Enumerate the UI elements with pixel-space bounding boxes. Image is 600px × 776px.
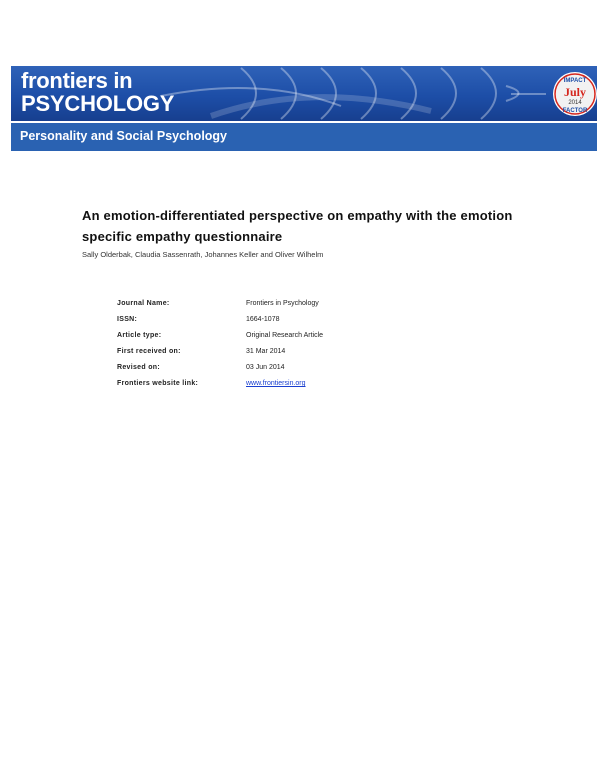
badge-top-text: IMPACT: [563, 78, 587, 84]
badge-month-text: July: [563, 85, 587, 99]
article-authors: Sally Olderbak, Claudia Sassenrath, Johannes Keller and Oliver Wilhelm: [82, 250, 324, 259]
badge-year-text: 2014: [568, 100, 582, 106]
meta-label: Revised on:: [117, 364, 160, 371]
journal-brand-line1: frontiers in: [21, 68, 133, 93]
meta-value: Original Research Article: [246, 332, 324, 339]
impact-factor-badge: [552, 71, 597, 117]
journal-brand-line2: PSYCHOLOGY: [21, 91, 175, 116]
journal-banner: [11, 66, 597, 121]
meta-value: 03 Jun 2014: [246, 364, 285, 371]
article-title: An emotion-differentiated perspective on empathy with the emotion specific empathy questionnaire: [82, 208, 513, 244]
badge-bottom-text: FACTOR: [562, 108, 588, 114]
frontiers-website-link[interactable]: www.frontiersin.org: [246, 380, 306, 387]
section-bar: [11, 123, 597, 151]
meta-value: Frontiers in Psychology: [246, 300, 319, 307]
meta-value: 31 Mar 2014: [246, 348, 286, 355]
meta-label: Journal Name:: [117, 300, 170, 307]
meta-label: First received on:: [117, 348, 181, 355]
meta-label: Article type:: [117, 332, 162, 339]
meta-label: ISSN:: [117, 316, 138, 323]
section-title: Personality and Social Psychology: [20, 129, 228, 143]
meta-value: 1664-1078: [246, 316, 280, 323]
meta-label: Frontiers website link:: [117, 380, 199, 387]
